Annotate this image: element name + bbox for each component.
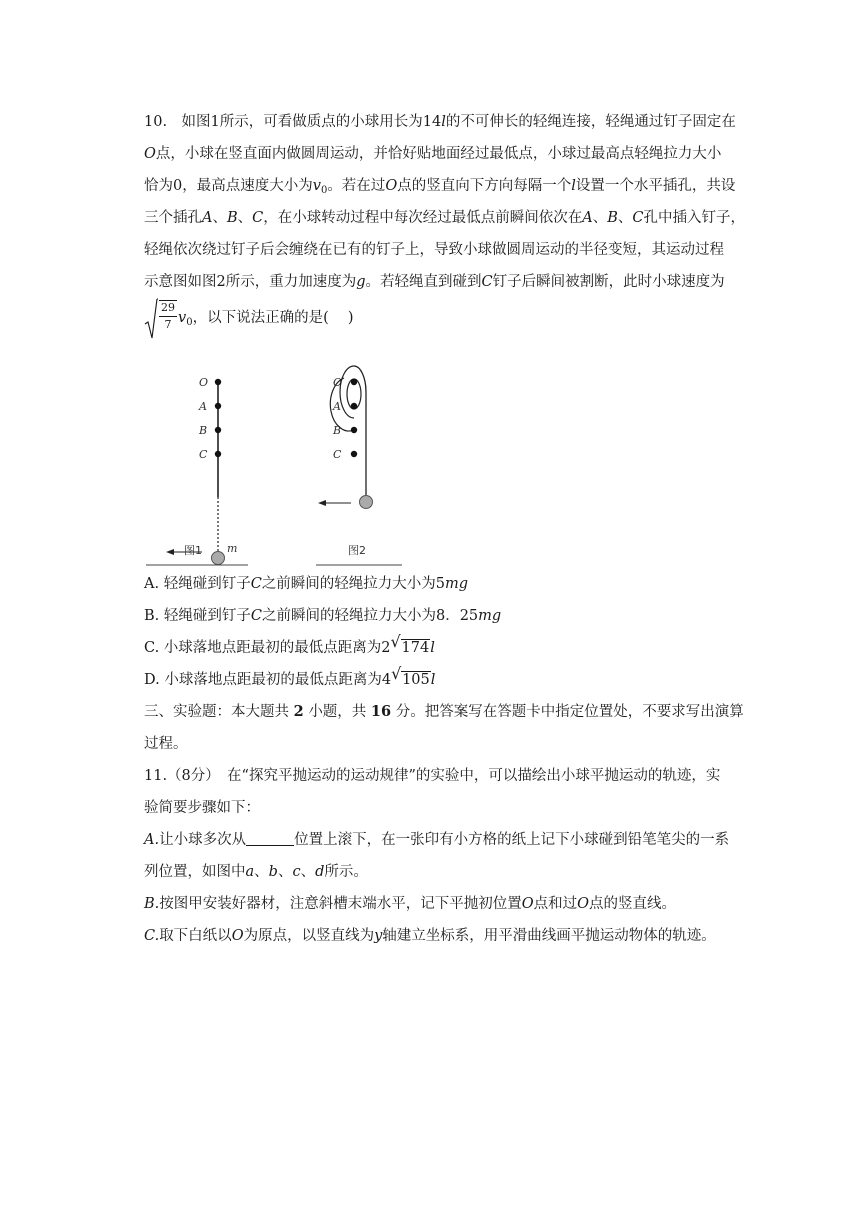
fig1-peg-o: [215, 379, 221, 385]
fig1-peg-c: [215, 451, 221, 457]
fraction-numerator: 29: [161, 301, 175, 314]
fig1-label-b: B: [199, 424, 208, 437]
fig2-peg-c: [351, 451, 357, 457]
fig2-peg-b: [351, 427, 357, 433]
fraction-denominator: 7: [164, 318, 172, 331]
fig2-label-c: C: [333, 448, 342, 461]
fig1-label-o: O: [199, 376, 209, 389]
sqrt-174: √ 174: [390, 632, 430, 656]
figure-2: [316, 366, 402, 565]
answer-blank[interactable]: [246, 831, 294, 846]
q10-line-7: 29 7 $v_0$，以下说法正确的是( ): [144, 298, 752, 342]
figure-1: [146, 376, 248, 565]
fig1-caption: 图1: [184, 544, 202, 557]
fig2-ball: [360, 496, 373, 509]
q10-figure: [144, 342, 752, 568]
document-page: [144, 106, 752, 952]
q11-step-a: A.让小球多次从 位置上滚下，在一张印有小方格的纸上记下小球碰到铅笔笔尖的一系: [144, 832, 730, 848]
fig2-label-b: B: [333, 424, 342, 437]
fig1-ball: [212, 552, 225, 565]
q11-step-c: C.取下白纸以O为原点，以竖直线为y轴建立坐标系，用平滑曲线画平抛运动物体的轨迹。: [144, 928, 716, 944]
section-3-heading: 三、实验题：本大题共 2 小题，共 16 分。把答案写在答题卡中指定位置处，不要求写出演算: [144, 703, 744, 720]
q10-line-4: 三个插孔A、B、C，在小球转动过程中每次经过最低点前瞬间依次在A、B、C孔中插入钉子，: [144, 210, 745, 226]
q10-line-2: O点，小球在竖直面内做圆周运动，并恰好贴地面经过最低点，小球过最高点轻绳拉力大小: [144, 146, 722, 162]
radical-sign-icon: [144, 298, 158, 340]
fraction: [159, 300, 177, 332]
fig2-caption: 图2: [348, 544, 366, 557]
fig2-label-o: O: [333, 376, 343, 389]
pendulum-diagram: [144, 342, 752, 568]
option-d[interactable]: D. 小球落地点距最初的最低点距离为4 √ 105l: [144, 664, 752, 696]
q11-line-2: 验简要步骤如下：: [144, 800, 260, 816]
fig1-mass-label: m: [227, 542, 238, 555]
fig1-label-c: C: [199, 448, 208, 461]
q10-line-3: 恰为0，最高点速度大小为$v_0$。若在过O点的竖直向下方向每隔一个l设置一个水平插孔，共设: [144, 178, 736, 196]
fig1-peg-b: [215, 427, 221, 433]
option-b[interactable]: B. 轻绳碰到钉子C之前瞬间的轻绳拉力大小为8．25mg: [144, 608, 502, 624]
fig2-arrow-head-icon: [318, 500, 326, 506]
section-3-heading-cont: 过程。: [144, 736, 188, 752]
fig2-peg-o: [351, 379, 357, 385]
q11-line-1: 11.（8分） 在“探究平抛运动的运动规律”的实验中，可以描绘出小球平抛运动的轨迹，实: [144, 768, 721, 784]
q10-line-5: 轻绳依次绕过钉子后会缠绕在已有的钉子上，导致小球做圆周运动的半径变短，其运动过程: [144, 242, 724, 258]
q10-line-1: 10. 如图1所示，可看做质点的小球用长为14l的不可伸长的轻绳连接，轻绳通过钉子固定在: [144, 114, 736, 130]
fig2-label-a: A: [333, 400, 341, 413]
fig2-peg-a: [351, 403, 357, 409]
sqrt-105: √ 105: [391, 664, 430, 688]
fig1-arrow-head-icon: [166, 549, 174, 555]
q11-step-a-cont: 列位置，如图中a、b、c、d所示。: [144, 864, 368, 880]
fig1-peg-a: [215, 403, 221, 409]
option-a[interactable]: A. 轻绳碰到钉子C之前瞬间的轻绳拉力大小为5mg: [144, 576, 469, 592]
fig1-label-a: A: [199, 400, 207, 413]
q11-step-b: B.按图甲安装好器材，注意斜槽末端水平，记下平抛初位置O点和过O点的竖直线。: [144, 896, 677, 912]
option-c[interactable]: C. 小球落地点距最初的最低点距离为2 √ 174l: [144, 632, 752, 664]
q10-line-6: 示意图如图2所示，重力加速度为g。若轻绳直到碰到C钉子后瞬间被割断，此时小球速度为: [144, 274, 725, 290]
